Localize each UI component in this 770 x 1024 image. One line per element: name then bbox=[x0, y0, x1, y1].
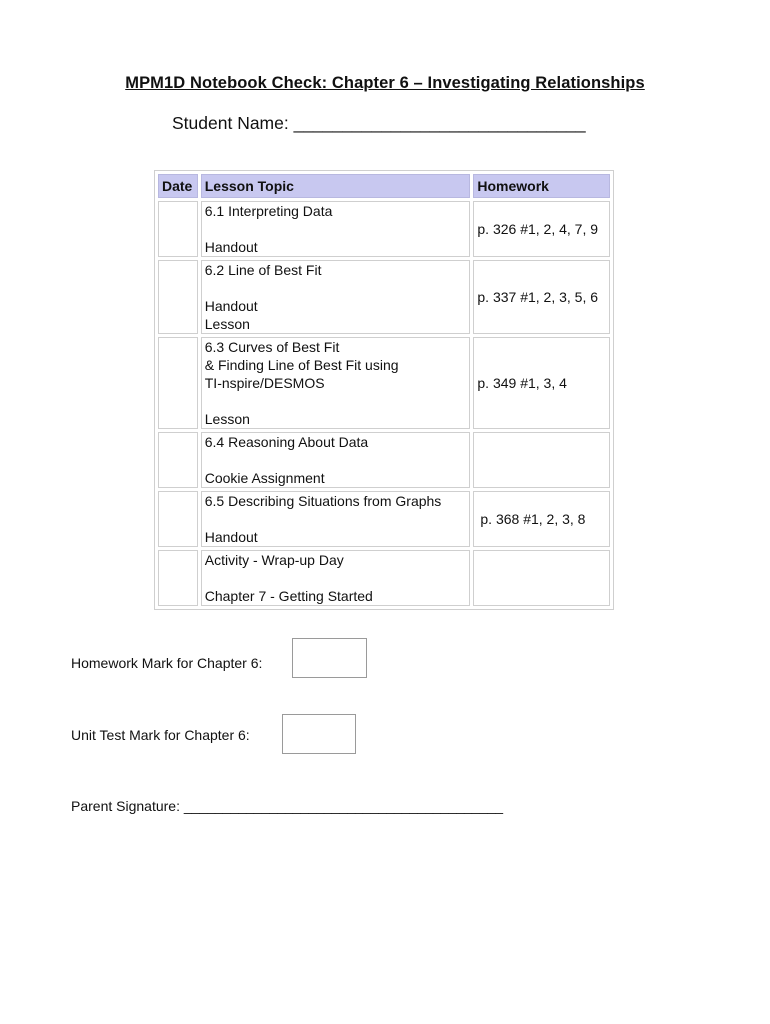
topic-line: Handout bbox=[204, 529, 258, 545]
topic-cell bbox=[201, 337, 471, 429]
topic-line: 6.5 Describing Situations from Graphs bbox=[204, 493, 442, 509]
topic-cell bbox=[201, 432, 471, 488]
date-cell[interactable] bbox=[158, 337, 198, 429]
student-name-field[interactable]: Student Name: ______________________________ bbox=[172, 113, 586, 133]
topic-line: Handout bbox=[204, 298, 258, 314]
date-cell[interactable] bbox=[158, 201, 198, 257]
table-row bbox=[158, 491, 610, 547]
header-lesson-topic: Lesson Topic bbox=[201, 174, 471, 198]
date-cell[interactable] bbox=[158, 491, 198, 547]
parent-signature-field[interactable]: Parent Signature: _________________________________________ bbox=[71, 798, 504, 814]
homework-mark-box[interactable] bbox=[292, 638, 367, 678]
topic-line: 6.1 Interpreting Data bbox=[204, 203, 333, 219]
homework-cell: p. 326 #1, 2, 4, 7, 9 bbox=[473, 201, 610, 257]
homework-cell[interactable] bbox=[473, 432, 610, 488]
topic-line: Cookie Assignment bbox=[204, 470, 325, 486]
date-cell[interactable] bbox=[158, 432, 198, 488]
topic-line: & Finding Line of Best Fit using bbox=[204, 357, 399, 373]
date-cell[interactable] bbox=[158, 260, 198, 334]
homework-table bbox=[154, 170, 614, 610]
table-row bbox=[158, 550, 610, 606]
date-cell[interactable] bbox=[158, 550, 198, 606]
table-row bbox=[158, 432, 610, 488]
topic-cell bbox=[201, 550, 471, 606]
header-homework: Homework bbox=[473, 174, 610, 198]
topic-line: Activity - Wrap-up Day bbox=[204, 552, 344, 568]
topic-cell bbox=[201, 491, 471, 547]
unit-test-mark-box[interactable] bbox=[282, 714, 356, 754]
table-row bbox=[158, 201, 610, 257]
homework-cell: p. 337 #1, 2, 3, 5, 6 bbox=[473, 260, 610, 334]
topic-line: Chapter 7 - Getting Started bbox=[204, 588, 373, 604]
topic-cell bbox=[201, 201, 471, 257]
header-date: Date bbox=[158, 174, 198, 198]
page-title: MPM1D Notebook Check: Chapter 6 – Investigating Relationships bbox=[125, 74, 645, 92]
unit-test-mark-label: Unit Test Mark for Chapter 6: bbox=[71, 727, 250, 743]
topic-line: Lesson bbox=[204, 411, 250, 427]
topic-line: Lesson bbox=[204, 316, 250, 332]
table-row bbox=[158, 260, 610, 334]
homework-mark-label: Homework Mark for Chapter 6: bbox=[71, 655, 263, 671]
homework-cell: p. 349 #1, 3, 4 bbox=[473, 337, 610, 429]
topic-cell bbox=[201, 260, 471, 334]
topic-line: 6.2 Line of Best Fit bbox=[204, 262, 322, 278]
homework-cell[interactable] bbox=[473, 550, 610, 606]
topic-line: 6.4 Reasoning About Data bbox=[204, 434, 369, 450]
topic-line: Handout bbox=[204, 239, 258, 255]
topic-line: TI-nspire/DESMOS bbox=[204, 375, 325, 391]
table-header-row bbox=[158, 174, 610, 198]
homework-cell: p. 368 #1, 2, 3, 8 bbox=[473, 491, 610, 547]
table-row bbox=[158, 337, 610, 429]
topic-line: 6.3 Curves of Best Fit bbox=[204, 339, 340, 355]
